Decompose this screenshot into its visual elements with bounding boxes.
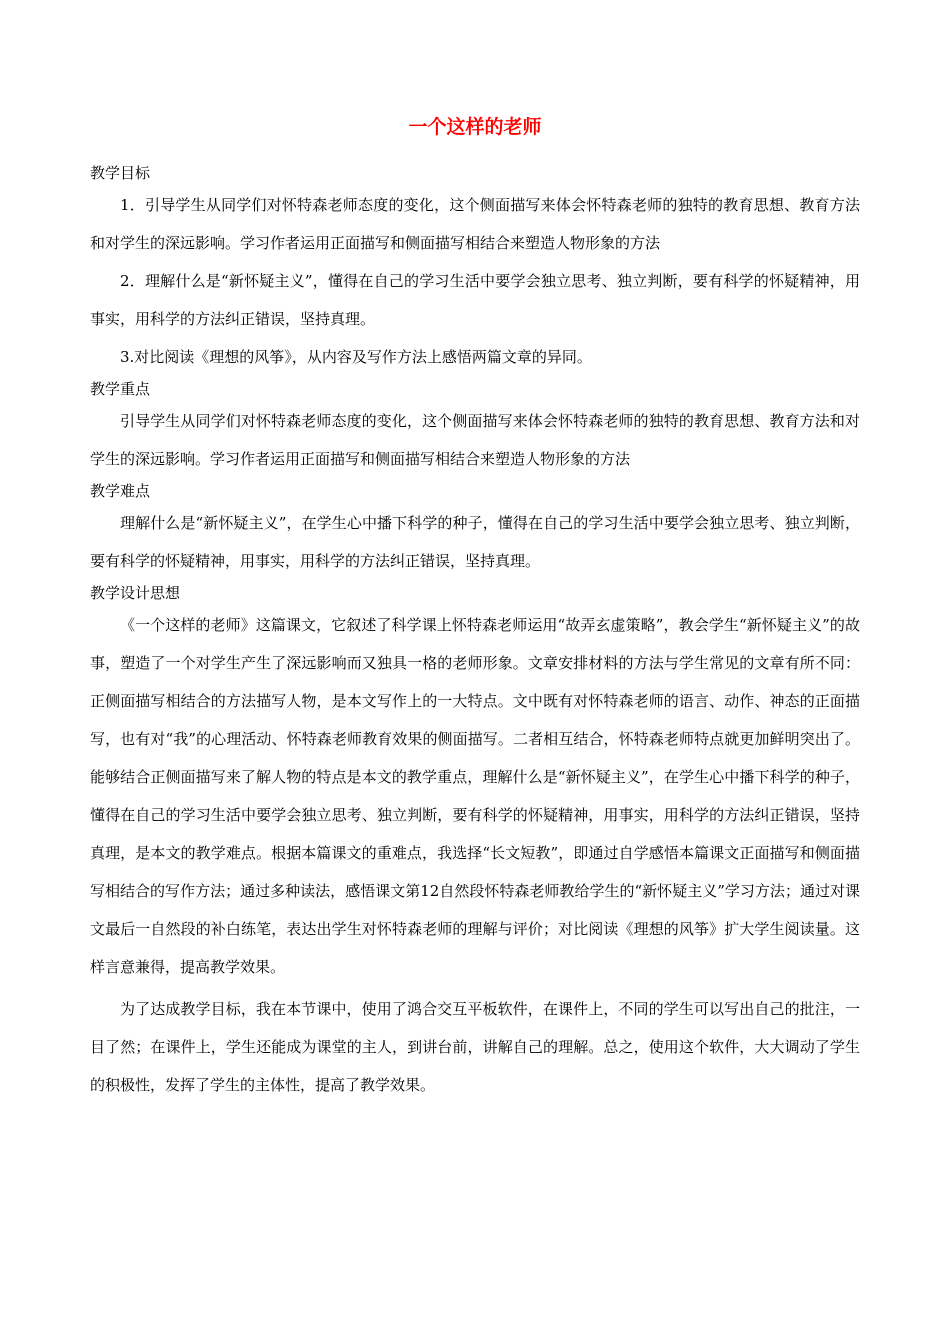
section-design-ideas xyxy=(90,580,860,1104)
section-heading: 教学目标 xyxy=(90,164,151,182)
paragraph: 引导学生从同学们对怀特森老师态度的变化，这个侧面描写来体会怀特森老师的独特的教育思想、教育方法和对学生的深远影响。学习作者运用正面描写和侧面描写相结合来塑造人物形象的方法 xyxy=(90,412,860,468)
paragraph: 1．引导学生从同学们对怀特森老师态度的变化，这个侧面描写来体会怀特森老师的独特的教育思想、教育方法和对学生的深远影响。学习作者运用正面描写和侧面描写相结合来塑造人物形象的方法 xyxy=(90,196,860,252)
paragraph: 2．理解什么是“新怀疑主义”，懂得在自己的学习生活中要学会独立思考、独立判断，要有科学的怀疑精神，用事实，用科学的方法纠正错误，坚持真理。 xyxy=(90,272,860,328)
section-goals xyxy=(90,160,860,376)
document-title: 一个这样的老师 xyxy=(408,116,542,138)
paragraph: 为了达成教学目标，我在本节课中，使用了鸿合交互平板软件，在课件上，不同的学生可以写出自己的批注，一目了然；在课件上，学生还能成为课堂的主人，到讲台前，讲解自己的理解。总之，使用这个软件，大大调动了学生的积极性，发挥了学生的主体性，提高了教学效果。 xyxy=(90,1000,860,1094)
paragraph: 3.对比阅读《理想的风筝》，从内容及写作方法上感悟两篇文章的异同。 xyxy=(120,348,592,366)
section-key-points xyxy=(90,376,860,478)
document-page xyxy=(90,112,860,1104)
paragraph: 《一个这样的老师》这篇课文，它叙述了科学课上怀特森老师运用“故弄玄虚策略”，教会学生“新怀疑主义”的故事，塑造了一个对学生产生了深远影响而又独具一格的老师形象。文章安排材料的方法与学生常见的文章有所不同：正侧面描写相结合的方法描写人物，是本文写作上的一大特点。文中既有对怀特森老师的语言、动作、神态的正面描写，也有对“我”的心理活动、怀特森老师教育效果的侧面描写。二者相互结合，怀特森老师特点就更加鲜明突出了。能够结合正侧面描写来了解人物的特点是本文的教学重点，理解什么是“新怀疑主义”，在学生心中播下科学的种子，懂得在自己的学习生活中要学会独立思考、独立判断，要有科学的怀疑精神，用事实，用科学的方法纠正错误，坚持真理，是本文的教学难点。根据本篇课文的重难点，我选择“长文短教”，即通过自学感悟本篇课文正面描写和侧面描写相结合的写作方法；通过多种读法，感悟课文第12自然段怀特森老师教给学生的“新怀疑主义”学习方法；通过对课文最后一自然段的补白练笔，表达出学生对怀特森老师的理解与评价；对比阅读《理想的风筝》扩大学生阅读量。这样言意兼得，提高教学效果。 xyxy=(90,616,860,976)
section-heading: 教学重点 xyxy=(90,380,151,398)
paragraph: 理解什么是“新怀疑主义”，在学生心中播下科学的种子，懂得在自己的学习生活中要学会独立思考、独立判断，要有科学的怀疑精神，用事实，用科学的方法纠正错误，坚持真理。 xyxy=(90,514,860,570)
section-difficulties xyxy=(90,478,860,580)
section-heading: 教学设计思想 xyxy=(90,584,181,602)
section-heading: 教学难点 xyxy=(90,482,151,500)
